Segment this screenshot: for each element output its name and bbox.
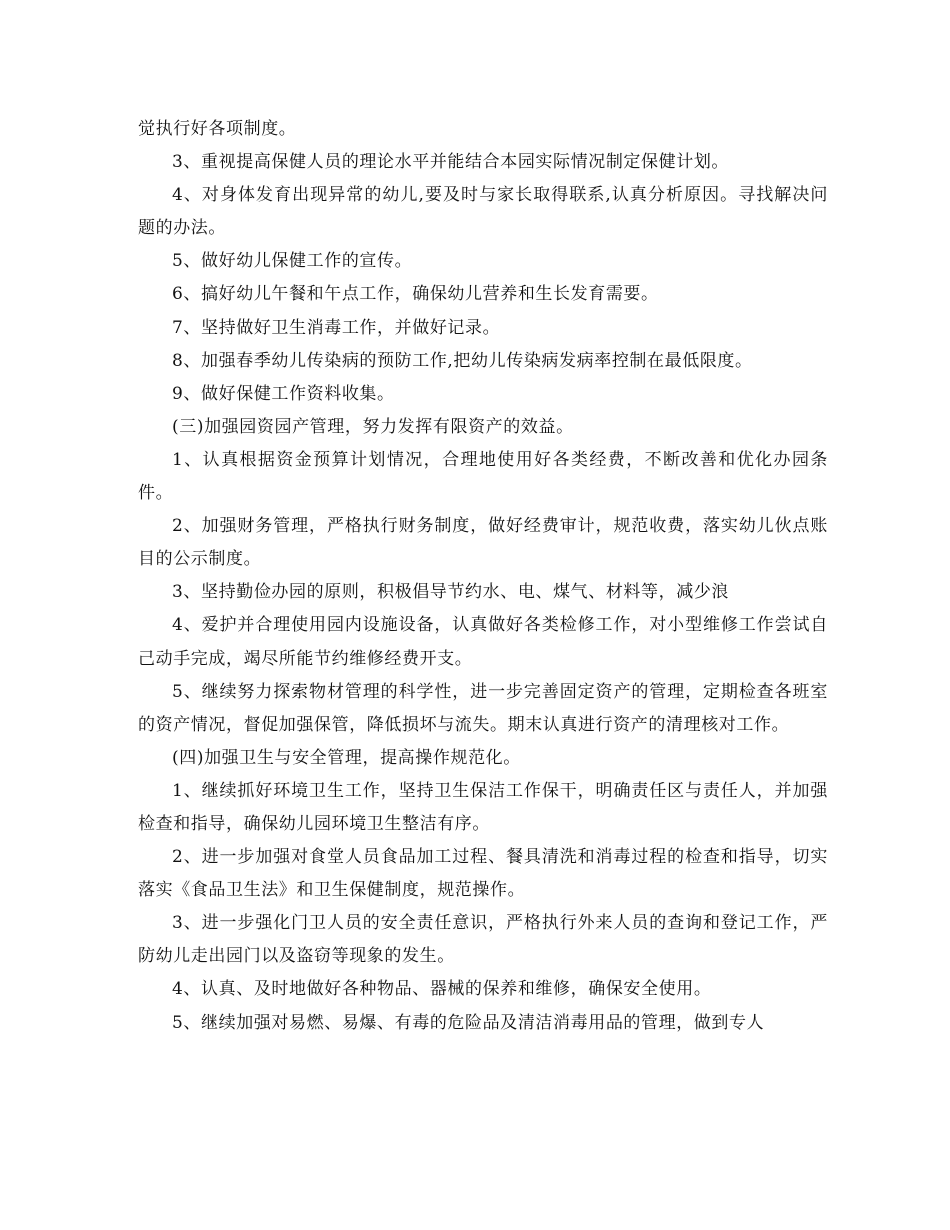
- document-page: [138, 113, 828, 1040]
- paragraph: 5、继续加强对易燃、易爆、有毒的危险品及清洁消毒用品的管理，做到专人: [172, 1012, 765, 1033]
- paragraph: 4、对身体发育出现异常的幼儿,要及时与家长取得联系,认真分析原因。寻找解决问题的办法。: [138, 185, 828, 239]
- section-heading: (四)加强卫生与安全管理，提高操作规范化。: [172, 747, 521, 768]
- paragraph: 1、认真根据资金预算计划情况，合理地使用好各类经费，不断改善和优化办园条件。: [138, 449, 828, 504]
- paragraph: 2、加强财务管理，严格执行财务制度，做好经费审计，规范收费，落实幼儿伙点账目的公示制度。: [138, 516, 828, 570]
- paragraph: 5、继续努力探索物材管理的科学性，进一步完善固定资产的管理，定期检查各班室的资产情况，督促加强保管，降低损坏与流失。期末认真进行资产的清理核对工作。: [138, 681, 828, 735]
- paragraph: 4、爱护并合理使用园内设施设备，认真做好各类检修工作，对小型维修工作尝试自己动手完成，竭尽所能节约维修经费开支。: [138, 615, 828, 669]
- paragraph: 9、做好保健工作资料收集。: [172, 383, 395, 404]
- paragraph: 5、做好幼儿保健工作的宣传。: [172, 251, 413, 272]
- paragraph: 3、进一步强化门卫人员的安全责任意识，严格执行外来人员的查询和登记工作，严防幼儿走出园门以及盗窃等现象的发生。: [138, 913, 828, 967]
- paragraph: 2、进一步加强对食堂人员食品加工过程、餐具清洗和消毒过程的检查和指导，切实落实《食品卫生法》和卫生保健制度，规范操作。: [138, 847, 828, 901]
- paragraph: 8、加强春季幼儿传染病的预防工作,把幼儿传染病发病率控制在最低限度。: [172, 350, 753, 371]
- paragraph: 觉执行好各项制度。: [138, 119, 297, 139]
- paragraph: 7、坚持做好卫生消毒工作，并做好记录。: [172, 317, 501, 338]
- paragraph: 4、认真、及时地做好各种物品、器械的保养和维修，确保安全使用。: [172, 979, 712, 1000]
- section-heading: (三)加强园资园产管理，努力发挥有限资产的效益。: [172, 416, 574, 437]
- paragraph: 1、继续抓好环境卫生工作，坚持卫生保洁工作保干，明确责任区与责任人，并加强检查和指导，确保幼儿园环境卫生整洁有序。: [138, 780, 828, 834]
- paragraph: 3、坚持勤俭办园的原则，积极倡导节约水、电、煤气、材料等，减少浪: [172, 582, 730, 603]
- paragraph: 6、搞好幼儿午餐和午点工作，确保幼儿营养和生长发育需要。: [172, 284, 659, 305]
- paragraph: 3、重视提高保健人员的理论水平并能结合本园实际情况制定保健计划。: [172, 152, 730, 173]
